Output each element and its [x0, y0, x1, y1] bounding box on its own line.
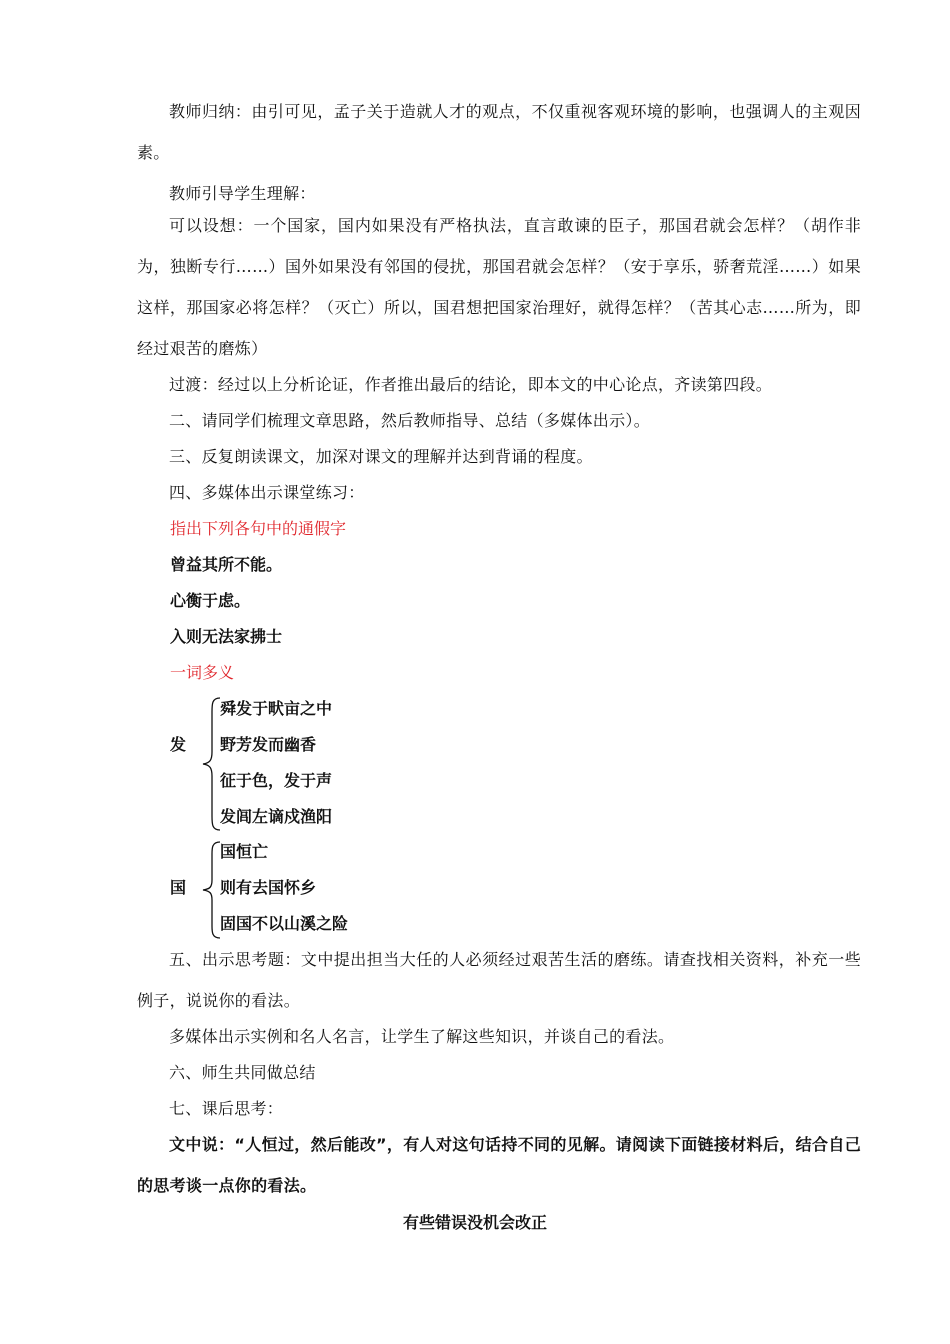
- paragraph-step-six: 六、师生共同做总结: [169, 1063, 316, 1082]
- paragraph-step-three: 三、反复朗读课文，加深对课文的理解并达到背诵的程度。: [169, 447, 593, 466]
- paragraph-multimedia: 多媒体出示实例和名人名言，让学生了解这些知识，并谈自己的看法。: [169, 1027, 675, 1046]
- paragraph-step-four: 四、多媒体出示课堂练习：: [169, 483, 365, 502]
- exercise-item: 曾益其所不能。: [170, 555, 283, 574]
- brace-guo-icon: [200, 840, 222, 940]
- paragraph-guide: 教师引导学生理解：: [169, 184, 316, 203]
- polysemy-item: 固国不以山溪之险: [220, 914, 349, 933]
- paragraph-step-seven: 七、课后思考：: [169, 1099, 284, 1118]
- exercise-item: 心衡于虑。: [170, 591, 251, 610]
- paragraph-after-class-question: 文中说：“人恒过，然后能改”，有人对这句话持不同的见解。请阅读下面链接材料后，结合自己的思考谈一点你的看法。: [137, 1135, 861, 1195]
- polysemy-item: 发闾左谪戍渔阳: [220, 807, 333, 826]
- paragraph-step-five: 五、出示思考题：文中提出担当大任的人必须经过艰苦生活的磨练。请查找相关资料，补充一些例子，说说你的看法。: [137, 950, 861, 1010]
- polysemy-word-guo: 国: [170, 878, 187, 897]
- polysemy-item: 舜发于畎亩之中: [220, 699, 333, 718]
- brace-fa-icon: [200, 696, 222, 832]
- exercise-item: 入则无法家拂士: [170, 627, 283, 646]
- link-material-title: 有些错误没机会改正: [402, 1213, 547, 1232]
- polysemy-word-fa: 发: [170, 735, 187, 754]
- exercise-heading-polysemy: 一词多义: [170, 663, 235, 682]
- paragraph-transition: 过渡：经过以上分析论证，作者推出最后的结论，即本文的中心论点，齐读第四段。: [169, 375, 773, 394]
- polysemy-item: 征于色，发于声: [220, 771, 333, 790]
- paragraph-step-two: 二、请同学们梳理文章思路，然后教师指导、总结（多媒体出示）。: [169, 411, 651, 430]
- paragraph-teacher-summary: 教师归纳：由引可见，孟子关于造就人才的观点，不仅重视客观环境的影响，也强调人的主观因素。: [137, 102, 861, 162]
- exercise-heading-tongjia: 指出下列各句中的通假字: [170, 519, 347, 538]
- polysemy-item: 野芳发而幽香: [220, 735, 317, 754]
- paragraph-imagine: 可以设想：一个国家，国内如果没有严格执法，直言敢谏的臣子，那国君就会怎样？（胡作非为，独断专行……）国外如果没有邻国的侵扰，那国君就会怎样？（安于享乐，骄奢荒淫……）如果这样，那国家必将怎样？（灭亡）所以，国君想把国家治理好，就得怎样？（苦其心志……所为，即经过艰苦的磨炼）: [137, 216, 861, 358]
- polysemy-item: 则有去国怀乡: [220, 878, 317, 897]
- polysemy-item: 国恒亡: [220, 842, 269, 861]
